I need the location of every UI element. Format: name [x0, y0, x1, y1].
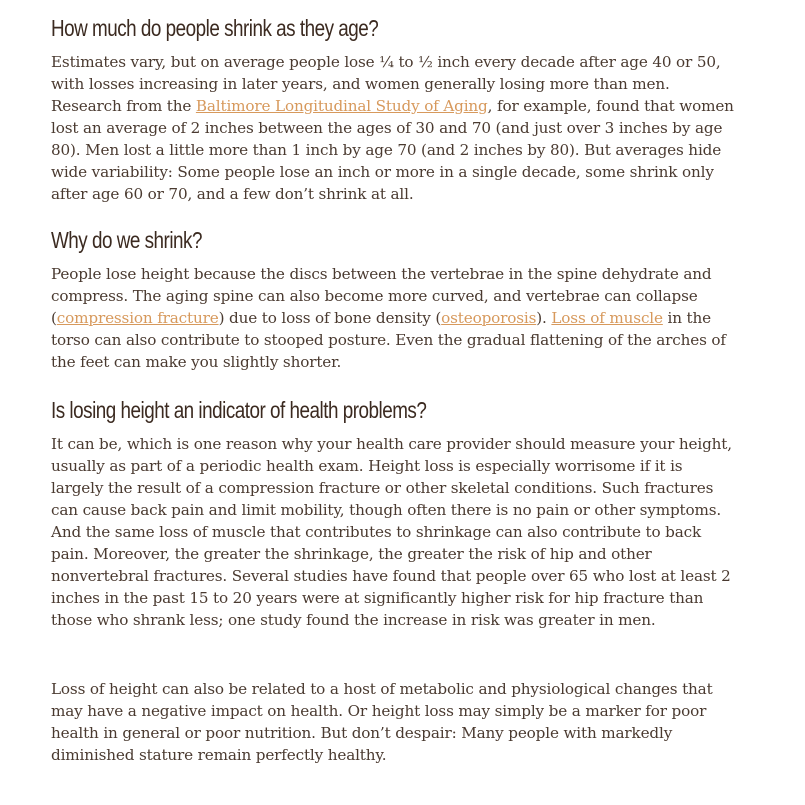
section-closing — [51, 678, 735, 766]
paragraph-text: ) due to loss of bone density ( — [218, 309, 442, 327]
paragraph-text: People lose height because the discs between the vertebrae in the spine dehydrate and compress. The aging spine can also become more curved, and vertebrae can collapse ( — [51, 265, 712, 327]
paragraph-text: ). — [536, 309, 552, 327]
compression-fracture-link[interactable]: compression fracture — [56, 309, 219, 327]
section-heading: How much do people shrink as they age? — [51, 15, 379, 41]
section-heading: Is losing height an indicator of health problems? — [51, 397, 427, 423]
section-paragraph — [51, 263, 735, 373]
section-paragraph — [51, 51, 735, 205]
osteoporosis-link[interactable]: osteoporosis — [441, 309, 537, 327]
section-paragraph: Loss of height can also be related to a host of metabolic and physiological changes that may have a negative impact on health. Or height loss may simply be a marker for poor health in general or poor nutrition. But don’t despair: Many people with markedly diminished stature remain perfectly healthy. — [51, 680, 713, 764]
section-paragraph: It can be, which is one reason why your health care provider should measure your height, usually as part of a periodic health exam. Height loss is especially worrisome if it is largely the result of a compression fracture or other skeletal conditions. Such fractures can cause back pain and limit mobility, though often there is no pain or other symptoms. And the same loss of muscle that contributes to shrinkage can also contribute to back pain. Moreover, the greater the shrinkage, the greater the risk of hip and other nonvertebral fractures. Several studies have found that people over 65 who lost at least 2 inches in the past 15 to 20 years were at significantly higher risk for hip fracture than those who shrank less; one study found the increase in risk was greater in men. — [51, 435, 732, 629]
paragraph-text: , for example, found that women lost an average of 2 inches between the ages of 30 and 70 (and just over 3 inches by age 80). Men lost a little more than 1 inch by age 70 (and 2 inches by 80). But averages hide wide variability: Some people lose an inch or more in a single decade, some shrink only after age 60 or 70, and a few don’t shrink at all. — [51, 97, 734, 203]
section-why-shrink — [51, 225, 735, 395]
paragraph-text: in the torso can also contribute to stooped posture. Even the gradual flattening of the arches of the feet can make you slightly shorter. — [51, 309, 726, 371]
section-health-indicator — [51, 395, 735, 670]
loss-of-muscle-link[interactable]: Loss of muscle — [551, 309, 663, 327]
section-heading: Why do we shrink? — [51, 227, 202, 253]
baltimore-study-link[interactable]: Baltimore Longitudinal Study of Aging — [195, 97, 488, 115]
paragraph-text: Estimates vary, but on average people lose ¼ to ½ inch every decade after age 40 or 50, with losses increasing in later years, and women generally losing more than men. Research from the — [51, 53, 721, 115]
section-shrink-amount — [51, 13, 735, 225]
